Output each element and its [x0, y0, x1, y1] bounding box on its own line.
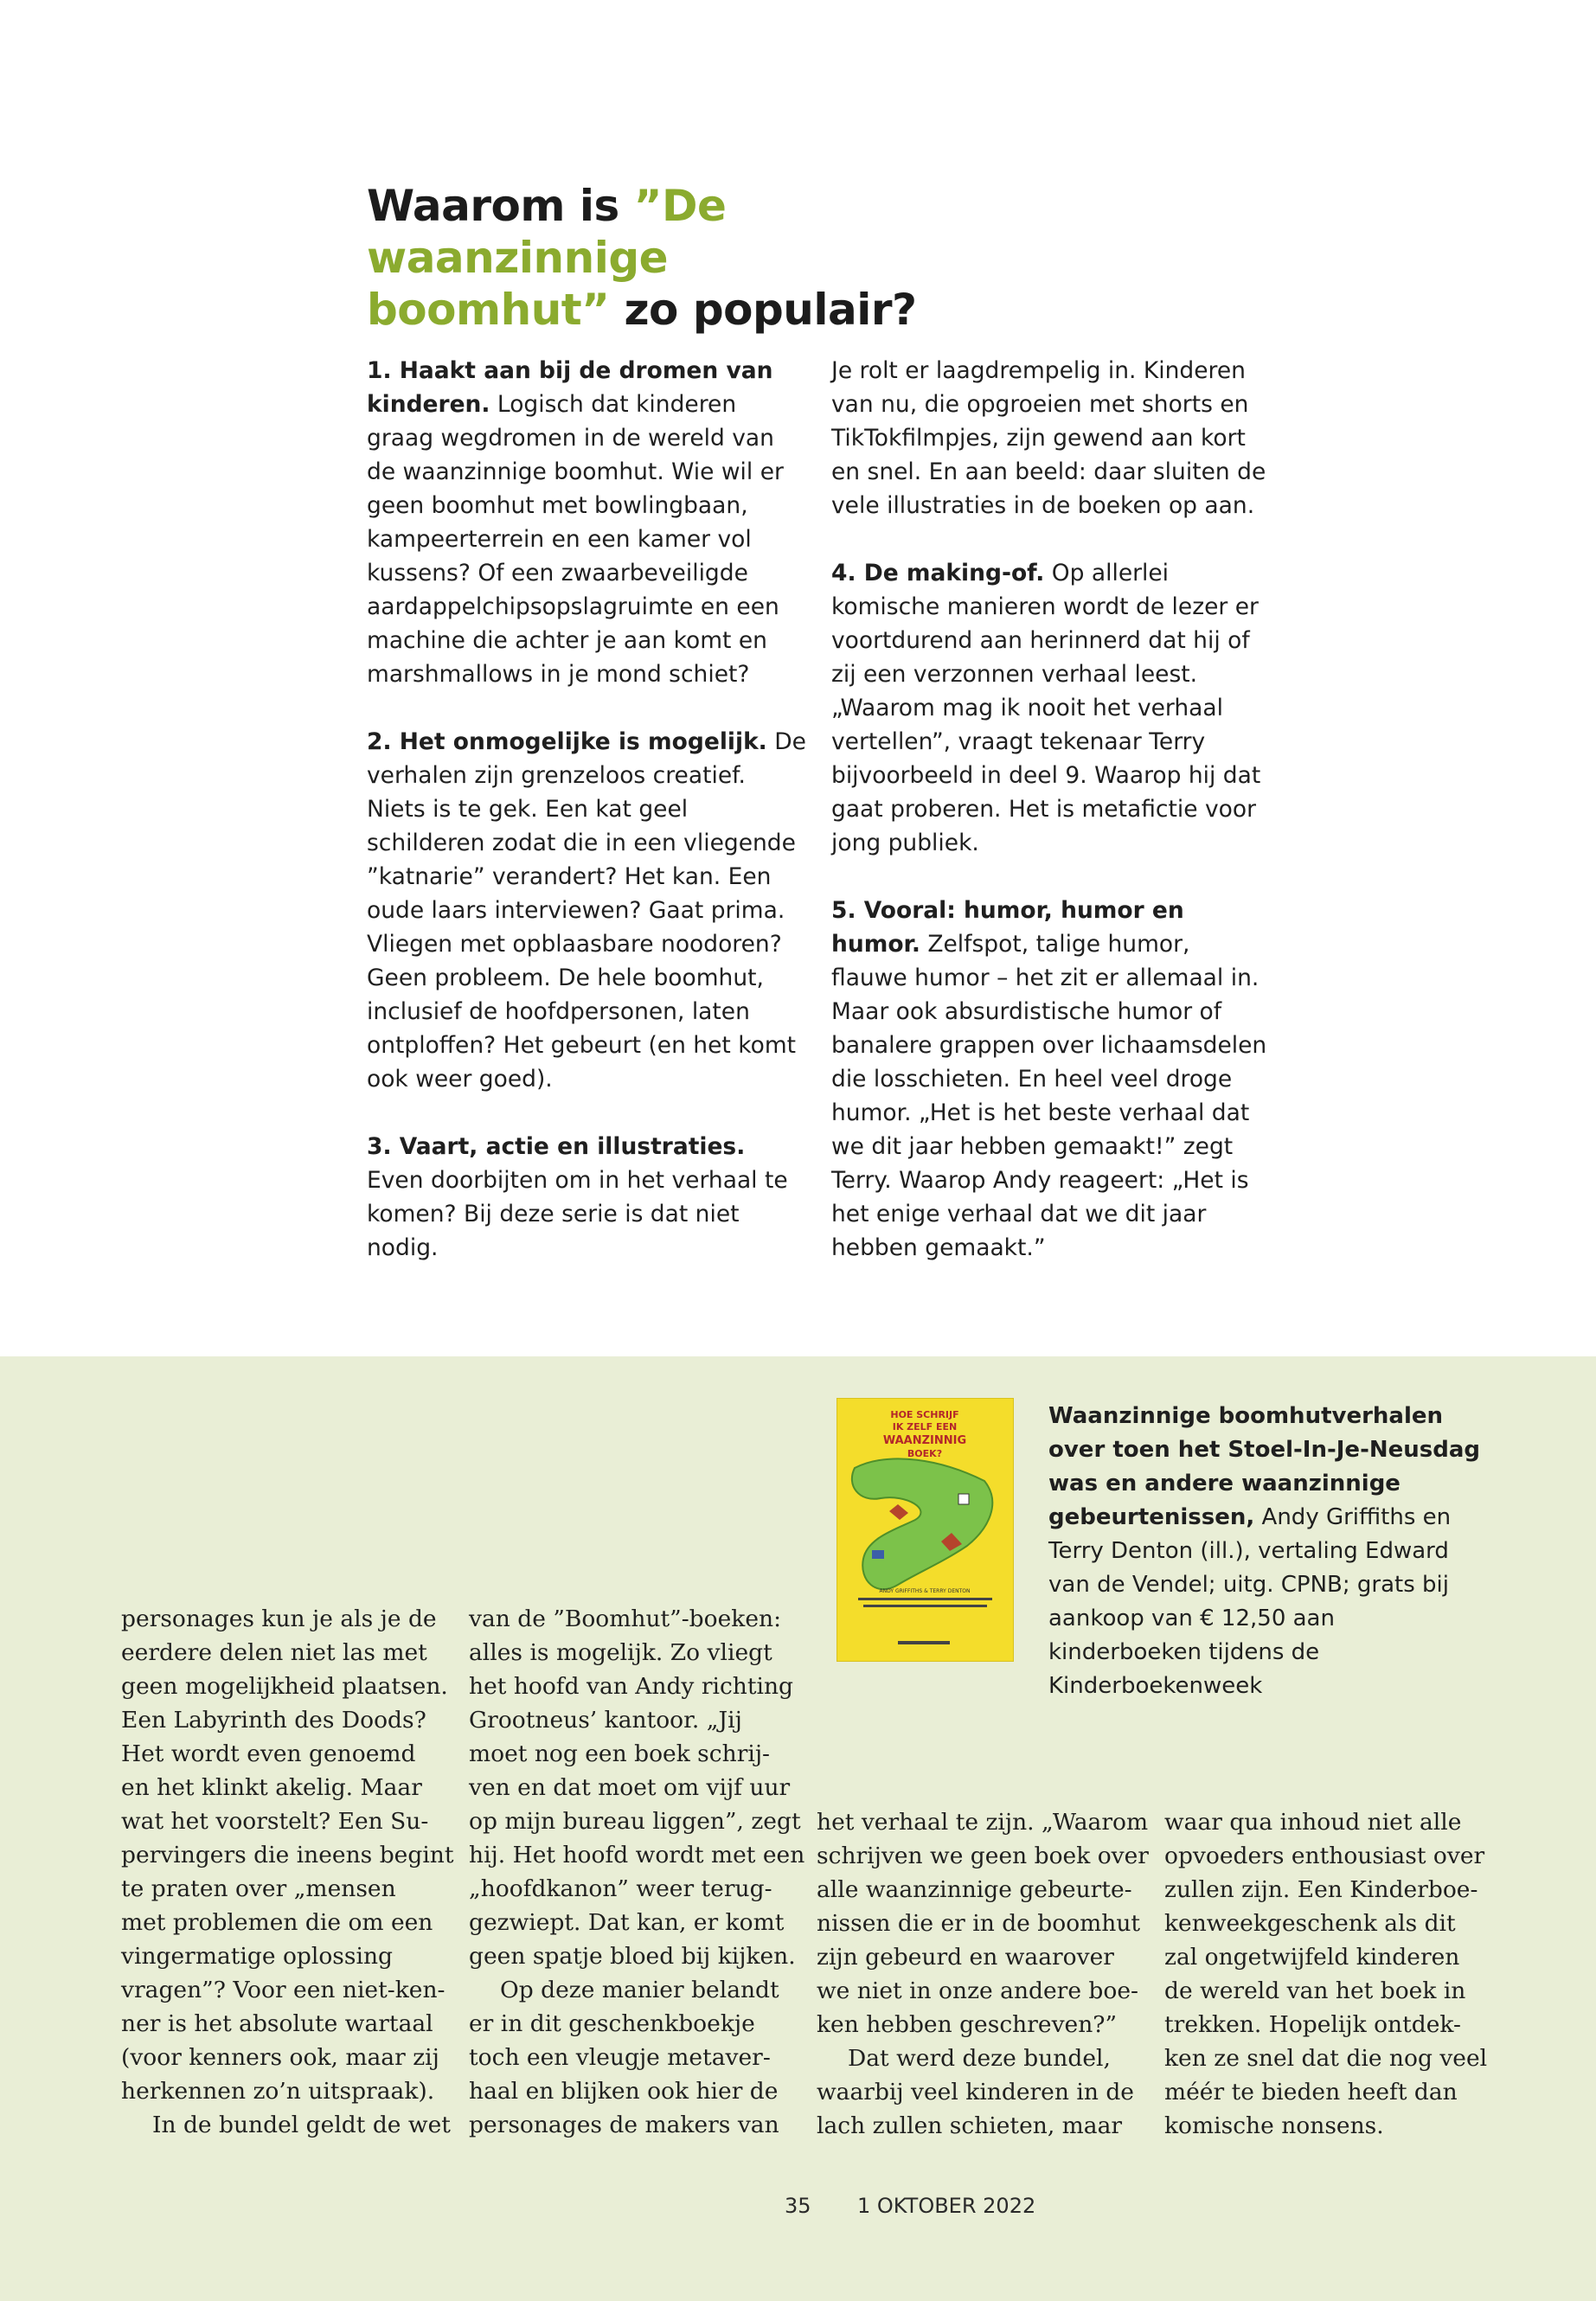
cover-title-line-1: HOE SCHRIJF: [890, 1409, 959, 1420]
reason-3-continued: Je rolt er laagdrempelig in. Kinderen van nu, die opgroeien met shorts en TikTokfilmpjes, zijn gewend aan kort en snel. En aan beeld: daar sluiten de vele illustraties in de boeken op aan.: [831, 357, 1266, 519]
review-column-2: van de ”Boomhut”-boeken: alles is mogelijk. Zo vliegt het hoofd van Andy richting Grootneus’ kantoor. „Jij moet nog een boek schrij- ven en dat moet om vijf uur op mijn bureau liggen”, zegt hij. Het hoofd wordt met een „hoofdkanon” weer terug- gezwiept. Dat kan, er komt geen spatje bloed bij kijken. Op deze manier belandt er in dit geschenkboekje toch een vleugje metaver- haal en blijken ook hier de personages de makers van: [469, 1606, 805, 2138]
reason-3: 3. Vaart, actie en illustraties. Even doorbijten om in het verhaal te komen? Bij deze serie is dat niet nodig.: [367, 1133, 788, 1261]
review-column-3: het verhaal te zijn. „Waarom schrijven we geen boek over alle waanzinnige gebeurte- nissen die er in de boomhut zijn gebeurd en waarover we niet in onze andere boe- ken hebben geschreven?” Dat werd deze bundel, waarbij veel kinderen in de lach zullen schieten, maar: [817, 1809, 1149, 2139]
book-cover-image: [837, 1399, 1013, 1661]
book-cover-illustration: [837, 1399, 1013, 1661]
reason-2: 2. Het onmogelijke is mogelijk. De verhalen zijn grenzeloos creatief. Niets is te gek. Een kat geel schilderen zodat die in een vliegende ”katnarie” verandert? Het kan. Een oude laars interviewen? Gaat prima. Vliegen met opblaasbare noodoren? Geen probleem. De hele boomhut, inclusief de hoofdpersonen, laten ontploffen? Het gebeurt (en het komt ook weer goed).: [367, 728, 806, 1093]
review-column-4: waar qua inhoud niet alle opvoeders enthousiast over zullen zijn. Een Kinderboe- kenweekgeschenk als dit zal ongetwijfeld kinderen de wereld van het boek in trekken. Hopelijk ontdek- ken ze snel dat die nog veel méér te bieden heeft dan komische nonsens.: [1164, 1809, 1488, 2139]
book-info: [1048, 1400, 1481, 1703]
headline-accent-2: boomhut”: [367, 285, 610, 335]
cover-authors: ANDY GRIFFITHS & TERRY DENTON: [879, 1588, 971, 1594]
reasons-column-right: [831, 354, 1272, 1298]
page-number: 35: [785, 2194, 811, 2218]
reason-1: 1. Haakt aan bij de dromen van kinderen. Logisch dat kinderen graag wegdromen in de wereld van de waanzinnige boomhut. Wie wil er geen boomhut met bowlingbaan, kampeerterrein en een kamer vol kussens? Of een zwaarbeveiligde aardappelchipsopslagruimte en een machine die achter je aan komt en marshmallows in je mond schiet?: [367, 357, 784, 688]
headline: Waarom is ”De waanzinnige boomhut” zo populair?: [367, 181, 917, 335]
book-title: Waanzinnige boomhutverhalen over toen het Stoel-In-Je-Neusdag was en andere waanzinnige gebeurtenissen,: [1048, 1403, 1481, 1530]
review-column-1: personages kun je als je de eerdere delen niet las met geen mogelijkheid plaatsen. Een Labyrinth des Doods? Het wordt even genoemd en het klinkt akelig. Maar wat het voorstelt? Een Su- pervingers die ineens begint te praten over „mensen met problemen die om een vingermatige oplossing vragen”? Voor een niet-ken- ner is het absolute wartaal (voor kenners ook, maar zij herkennen zo’n uitspraak). In de bundel geldt de wet: [121, 1606, 454, 2138]
reasons-column-left: [367, 354, 808, 1298]
reason-4: 4. De making-of. Op allerlei komische manieren wordt de lezer er voortdurend aan herinnerd dat hij of zij een verzonnen verhaal leest. „Waarom mag ik nooit het verhaal vertellen”, vraagt tekenaar Terry bijvoorbeeld in deel 9. Waarop hij dat gaat proberen. Het is metafictie voor jong publiek.: [831, 560, 1261, 856]
issue-date: 1 OKTOBER 2022: [857, 2194, 1036, 2218]
book-details: Andy Griffiths en Terry Denton (ill.), vertaling Edward van de Vendel; uitg. CPNB; grats bij aankoop van € 12,50 aan kinderboeken tijdens de Kinderboekenweek: [1048, 1504, 1452, 1699]
reason-5: 5. Vooral: humor, humor en humor. Zelfspot, talige humor, flauwe humor – het zit er allemaal in. Maar ook absurdistische humor of banalere grappen over lichaamsdelen die losschieten. En heel veel droge humor. „Het is het beste verhaal dat we dit jaar hebben gemaakt!” zegt Terry. Waarop Andy reageert: „Het is het enige verhaal dat we dit jaar hebben gemaakt.”: [831, 897, 1267, 1261]
cover-title-line-2: IK ZELF EEN: [892, 1421, 958, 1433]
cover-title-line-4: BOEK?: [907, 1448, 943, 1459]
cover-title-line-3: WAANZINNIG: [882, 1434, 967, 1447]
headline-accent: ”De waanzinnige: [367, 181, 727, 283]
